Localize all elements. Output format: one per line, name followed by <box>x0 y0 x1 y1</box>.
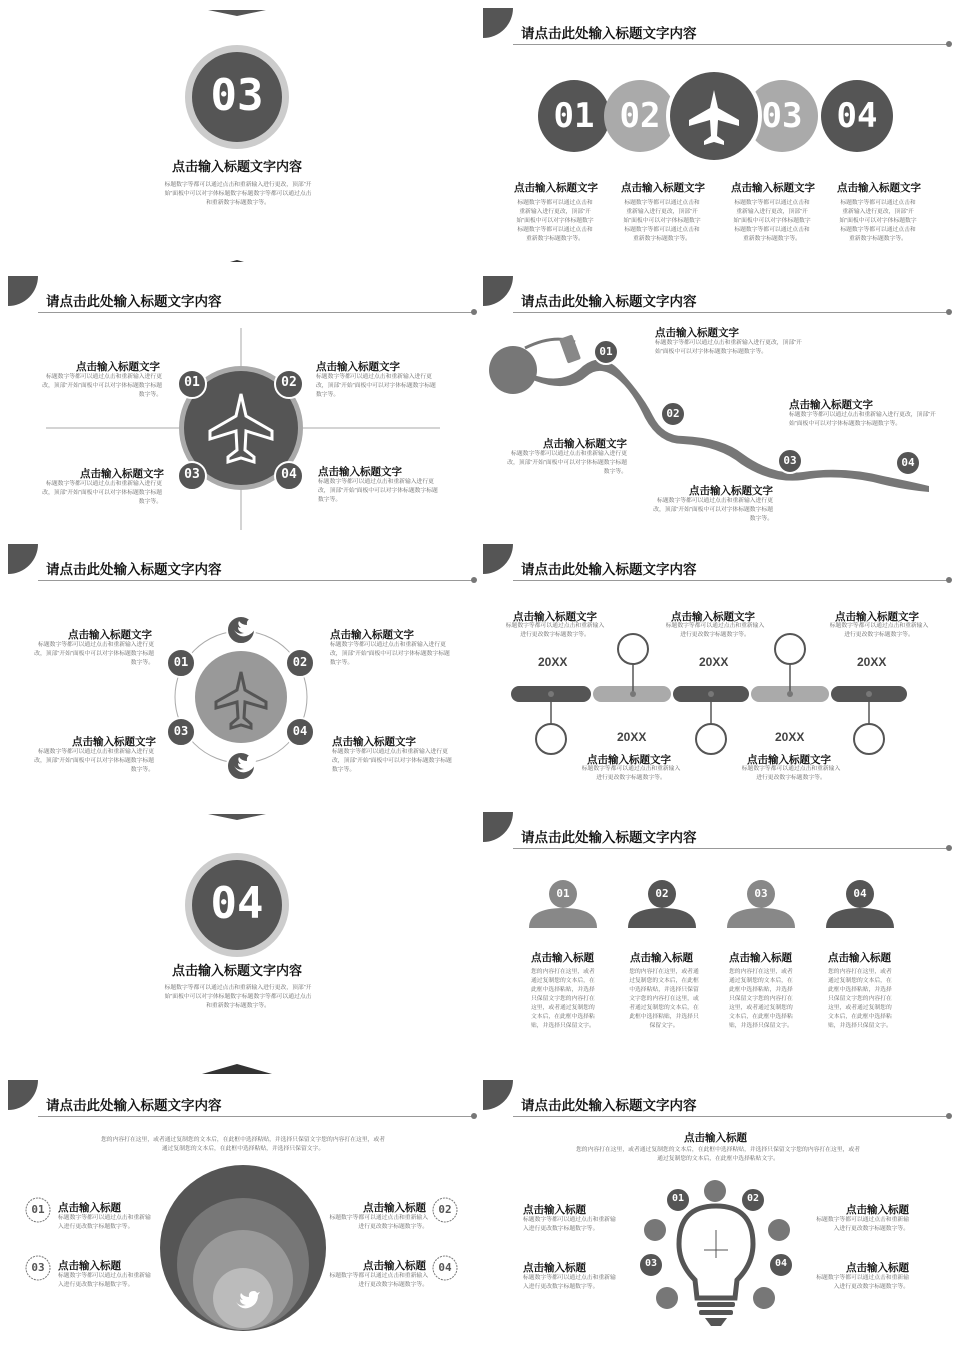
item-title-1: 点击输入标题 <box>58 1202 121 1214</box>
item-title-1: 点击输入标题 <box>523 1204 586 1216</box>
col-body-4: 您的内容打在这里，或者通过复制您的文本后，在此框中选择粘贴，并选择只保留文字您的内容打在这里，或者通过复制您的文本后，在此框中选择粘贴，并选择只保留文字。 <box>828 969 892 1029</box>
timeline-body-5: 标题数字等都可以通过点击和重新输入进行更改数字标题数字等。 <box>741 766 841 781</box>
item-body-2: 标题数字等都可以通过点击和重新输入进行更改，顶部“开始”面板中可以对字体标题数字标题数字等。 <box>330 642 450 666</box>
section-body: 标题数字等都可以通过点击和重新输入进行更改，顶部“开始”面板中可以对字体标题数字标题数字等都可以通过点击和重新数字标题数字等。 <box>164 182 312 206</box>
item-body-2: 标题数字等都可以通过点击和重新输入进行更改，顶部“开始”面板中可以对字体标题数字标题数字等都可以通过点击和重新数字标题数字等。 <box>623 200 701 242</box>
item-body-1: 标题数字等都可以通过点击和重新输入进行更改数字标题数字等。 <box>58 1215 151 1230</box>
timeline-title-1: 点击输入标题文字 <box>513 611 597 623</box>
item-body-3: 标题数字等都可以通过点击和重新输入进行更改数字标题数字等。 <box>58 1273 151 1288</box>
timeline-body-1: 标题数字等都可以通过点击和重新输入进行更改数字标题数字等。 <box>505 623 605 638</box>
item-body-1: 标题数字等都可以通过点击和重新输入进行更改，顶部“开始”面板中可以对字体标题数字标题数字等都可以通过点击和重新数字标题数字等。 <box>516 200 594 242</box>
section-04-graphic <box>0 812 474 1074</box>
path-num-4: 04 <box>901 456 915 469</box>
item-title-2: 点击输入标题 <box>846 1204 909 1216</box>
slide-nested-circles <box>8 1080 482 1342</box>
item-title-3: 点击输入标题文字 <box>80 468 164 480</box>
item-body-4: 标题数字等都可以通过点击和重新输入进行更改，顶部“开始”面板中可以对字体标题数字标题数字等。 <box>332 749 452 773</box>
timeline-title-5: 点击输入标题文字 <box>747 754 831 766</box>
col-body-3: 您的内容打在这里，或者通过复制您的文本后，在此框中选择粘贴，并选择只保留文字您的内容打在这里，或者通过复制您的文本后，在此框中选择粘贴，并选择只保留文字。 <box>729 969 793 1029</box>
item-title-2: 点击输入标题文字 <box>330 629 414 641</box>
section-title: 点击输入标题文字内容 <box>172 963 303 978</box>
item-title-3: 点击输入标题文字 <box>72 736 156 748</box>
bulb-num-4: 04 <box>774 1258 788 1269</box>
ring-num-4: 04 <box>292 724 308 738</box>
slide-header: 请点击此处输入标题文字内容 <box>46 562 222 577</box>
col-body-2: 您的内容打在这里，或者通过复制您的文本后，在此框中选择粘贴，并选择只保留文字您的内容打在这里，或者通过复制您的文本后，在此框中选择粘贴，并选择只保留文字。 <box>629 969 699 1029</box>
ring-num-3: 03 <box>173 724 189 738</box>
item-title-1: 点击输入标题文字 <box>68 629 152 641</box>
slide-intro: 您的内容打在这里，或者通过复制您的文本后，在此框中选择粘贴，并选择只保留文字您的内容打在这里，或者通过复制您的文本后，在此框中选择粘贴，并选择只保留文字。 <box>100 1137 386 1152</box>
item-body-4: 标题数字等都可以通过点击和重新输入进行更改，顶部“开始”面板中可以对字体标题数字标题数字等。 <box>318 479 438 503</box>
slide-header: 请点击此处输入标题文字内容 <box>521 562 697 577</box>
item-body-2: 标题数字等都可以通过点击和重新输入进行更改数字标题数字等。 <box>329 1215 428 1230</box>
slide-header: 请点击此处输入标题文字内容 <box>46 294 222 309</box>
node-num-1: 01 <box>184 375 200 390</box>
side-num-3: 03 <box>31 1261 45 1274</box>
slide-section-03 <box>0 0 474 262</box>
timeline-body-4: 标题数字等都可以通过点击和重新输入进行更改数字标题数字等。 <box>581 766 681 781</box>
timeline-year-4: 20XX <box>617 730 647 744</box>
person-num-3: 03 <box>754 887 768 900</box>
slide-header: 请点击此处输入标题文字内容 <box>521 1098 697 1113</box>
item-title-4: 点击输入标题 <box>363 1260 426 1272</box>
section-03-graphic <box>0 0 474 262</box>
slide-ring <box>8 544 482 806</box>
path-num-3: 03 <box>783 454 797 467</box>
node-num-2: 02 <box>281 375 297 390</box>
ring-num-2: 02 <box>292 655 308 669</box>
bulb-top-title: 点击输入标题 <box>684 1132 747 1144</box>
slide-section-04 <box>0 812 474 1074</box>
person-num-4: 04 <box>853 887 867 900</box>
side-num-4: 04 <box>438 1261 452 1274</box>
circle-num-2: 02 <box>619 96 661 136</box>
slide-crosshair <box>8 276 482 538</box>
item-body-4: 标题数字等都可以通过点击和重新输入进行更改，顶部“开始”面板中可以对字体标题数字标题数字等。 <box>653 498 773 522</box>
section-number: 03 <box>210 70 264 121</box>
item-title-4: 点击输入标题文字 <box>318 466 402 478</box>
timeline-title-4: 点击输入标题文字 <box>587 754 671 766</box>
item-body-4: 标题数字等都可以通过点击和重新输入进行更改数字标题数字等。 <box>329 1273 428 1288</box>
bulb-num-2: 02 <box>746 1193 760 1204</box>
timeline-title-2: 点击输入标题文字 <box>671 611 755 623</box>
path-num-1: 01 <box>599 345 613 358</box>
item-body-3: 标题数字等都可以通过点击和重新输入进行更改数字标题数字等。 <box>523 1275 616 1290</box>
col-body-1: 您的内容打在这里，或者通过复制您的文本后，在此框中选择粘贴，并选择只保留文字您的内容打在这里，或者通过复制您的文本后，在此框中选择粘贴，并选择只保留文字。 <box>531 969 595 1029</box>
item-body-1: 标题数字等都可以通过点击和重新输入进行更改，顶部“开始”面板中可以对字体标题数字标题数字等。 <box>34 642 154 666</box>
item-title-2: 点击输入标题文字 <box>789 399 873 411</box>
timeline-body-2: 标题数字等都可以通过点击和重新输入进行更改数字标题数字等。 <box>665 623 765 638</box>
section-body: 标题数字等都可以通过点击和重新输入进行更改，顶部“开始”面板中可以对字体标题数字标题数字等都可以通过点击和重新数字标题数字等。 <box>164 985 312 1009</box>
people-graphic <box>483 812 957 1074</box>
timeline-year-1: 20XX <box>538 655 568 669</box>
timeline-body-3: 标题数字等都可以通过点击和重新输入进行更改数字标题数字等。 <box>829 623 929 638</box>
item-body-1: 标题数字等都可以通过点击和重新输入进行更改，顶部“开始”面板中可以对字体标题数字标题数字等。 <box>42 374 162 398</box>
item-title-3: 点击输入标题文字 <box>543 438 627 450</box>
item-title-4: 点击输入标题文字 <box>837 182 921 194</box>
circle-num-4: 04 <box>836 96 878 136</box>
col-title-1: 点击输入标题 <box>531 952 594 964</box>
slide-light-bulb <box>483 1080 957 1342</box>
item-title-1: 点击输入标题文字 <box>655 327 739 339</box>
person-num-2: 02 <box>655 887 669 900</box>
bulb-num-1: 01 <box>671 1193 685 1204</box>
item-body-4: 标题数字等都可以通过点击和重新输入进行更改，顶部“开始”面板中可以对字体标题数字标题数字等都可以通过点击和重新数字标题数字等。 <box>839 200 917 242</box>
col-title-2: 点击输入标题 <box>630 952 693 964</box>
item-body-3: 标题数字等都可以通过点击和重新输入进行更改，顶部“开始”面板中可以对字体标题数字标题数字等。 <box>507 451 627 475</box>
item-title-1: 点击输入标题文字 <box>514 182 598 194</box>
item-title-2: 点击输入标题 <box>363 1202 426 1214</box>
slide-header: 请点击此处输入标题文字内容 <box>46 1098 222 1113</box>
person-num-1: 01 <box>556 887 570 900</box>
timeline-year-5: 20XX <box>775 730 805 744</box>
slide-timeline <box>483 544 957 806</box>
timeline-title-3: 点击输入标题文字 <box>835 611 919 623</box>
ring-num-1: 01 <box>173 655 189 669</box>
item-body-1: 标题数字等都可以通过点击和重新输入进行更改，顶部“开始”面板中可以对字体标题数字标题数字等。 <box>655 340 802 355</box>
node-num-4: 04 <box>281 467 297 482</box>
item-body-3: 标题数字等都可以通过点击和重新输入进行更改，顶部“开始”面板中可以对字体标题数字标题数字等。 <box>42 481 162 505</box>
circle-num-1: 01 <box>553 96 595 136</box>
path-num-2: 02 <box>666 407 680 420</box>
side-num-2: 02 <box>438 1203 452 1216</box>
item-title-3: 点击输入标题文字 <box>731 182 815 194</box>
item-body-2: 标题数字等都可以通过点击和重新输入进行更改，顶部“开始”面板中可以对字体标题数字标题数字等。 <box>316 374 436 398</box>
item-title-3: 点击输入标题 <box>523 1262 586 1274</box>
side-num-1: 01 <box>31 1203 45 1216</box>
bulb-intro: 您的内容打在这里，或者通过复制您的文本后，在此框中选择粘贴，并选择只保留文字您的内容打在这里，或者通过复制您的文本后，在此框中选择粘贴文字。 <box>575 1147 861 1162</box>
node-num-3: 03 <box>184 467 200 482</box>
item-title-4: 点击输入标题文字 <box>332 736 416 748</box>
slide-header: 请点击此处输入标题文字内容 <box>521 830 697 845</box>
timeline-year-3: 20XX <box>857 655 887 669</box>
item-title-2: 点击输入标题文字 <box>316 361 400 373</box>
circle-num-3: 03 <box>761 96 803 136</box>
slide-header: 请点击此处输入标题文字内容 <box>521 294 697 309</box>
slide-four-people <box>483 812 957 1074</box>
col-title-3: 点击输入标题 <box>729 952 792 964</box>
bulb-num-3: 03 <box>644 1258 658 1269</box>
section-number: 04 <box>210 878 264 929</box>
item-body-4: 标题数字等都可以通过点击和重新输入进行更改数字标题数字等。 <box>816 1275 909 1290</box>
slide-four-circles <box>483 8 957 270</box>
slide-header: 请点击此处输入标题文字内容 <box>521 26 697 41</box>
item-title-4: 点击输入标题文字 <box>689 485 773 497</box>
item-body-3: 标题数字等都可以通过点击和重新输入进行更改，顶部“开始”面板中可以对字体标题数字标题数字等都可以通过点击和重新数字标题数字等。 <box>733 200 811 242</box>
item-title-2: 点击输入标题文字 <box>621 182 705 194</box>
item-title-1: 点击输入标题文字 <box>76 361 160 373</box>
item-body-2: 标题数字等都可以通过点击和重新输入进行更改数字标题数字等。 <box>816 1217 909 1232</box>
item-title-4: 点击输入标题 <box>846 1262 909 1274</box>
timeline-year-2: 20XX <box>699 655 729 669</box>
item-body-2: 标题数字等都可以通过点击和重新输入进行更改，顶部“开始”面板中可以对字体标题数字标题数字等。 <box>789 412 936 427</box>
item-body-1: 标题数字等都可以通过点击和重新输入进行更改数字标题数字等。 <box>523 1217 616 1232</box>
col-title-4: 点击输入标题 <box>828 952 891 964</box>
timeline-graphic <box>483 544 957 806</box>
section-title: 点击输入标题文字内容 <box>172 159 303 174</box>
item-title-3: 点击输入标题 <box>58 1260 121 1272</box>
slide-flow-path <box>483 276 957 538</box>
item-body-3: 标题数字等都可以通过点击和重新输入进行更改，顶部“开始”面板中可以对字体标题数字标题数字等。 <box>34 749 154 773</box>
